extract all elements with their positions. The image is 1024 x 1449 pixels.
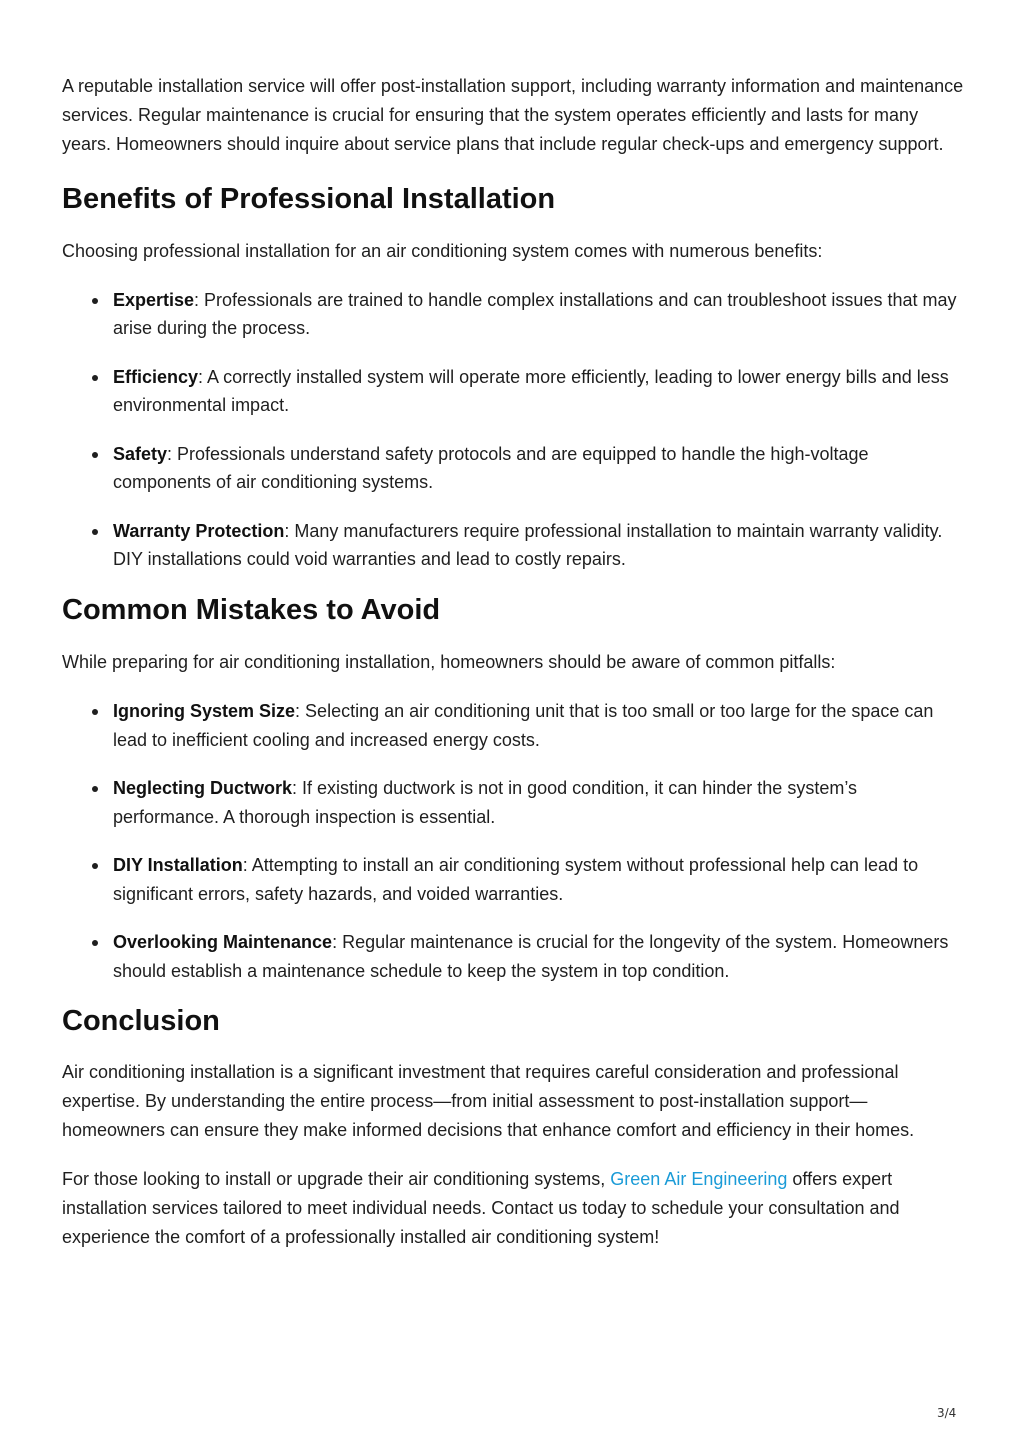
bullet-icon <box>92 940 98 946</box>
list-item-term: Efficiency <box>113 366 199 387</box>
list-item-description: : A correctly installed system will operate more efficiently, leading to lower energy bills and less environmental impact. <box>113 366 949 416</box>
list-item-term: Safety <box>113 443 168 464</box>
list-item <box>62 363 967 420</box>
bullet-icon <box>92 375 98 381</box>
benefits-intro-paragraph: Choosing professional installation for an air conditioning system comes with numerous benefits: <box>62 240 823 261</box>
bullet-icon <box>92 709 98 715</box>
list-item-description: : Many manufacturers require professional installation to maintain warranty validity. DIY installations could void warranties and lead to costly repairs. <box>113 520 943 570</box>
list-item <box>62 517 967 574</box>
cta-text-after: offers expert installation services tailored to meet individual needs. Contact us today to schedule your consultation and experience the comfort of a professionally installed air conditioning system! <box>62 1168 900 1248</box>
list-item-description: : Professionals are trained to handle complex installations and can troubleshoot issues that may arise during the process. <box>113 289 957 339</box>
list-item-term: Neglecting Ductwork <box>113 778 293 799</box>
list-item <box>62 928 967 985</box>
document-page <box>62 72 967 1252</box>
list-item-description: : Regular maintenance is crucial for the longevity of the system. Homeowners should establish a maintenance schedule to keep the system in top condition. <box>113 932 949 981</box>
page-number: 3/4 <box>937 1406 957 1420</box>
list-item-description: : Professionals understand safety protocols and are equipped to handle the high-voltage components of air conditioning systems. <box>113 443 869 493</box>
list-item <box>62 774 967 831</box>
list-item <box>62 697 967 754</box>
benefits-list <box>62 286 967 574</box>
cta-text-before: For those looking to install or upgrade their air conditioning systems, <box>62 1168 611 1189</box>
conclusion-cta-paragraph <box>62 1165 967 1253</box>
list-item-description: : If existing ductwork is not in good condition, it can hinder the system’s performance. A thorough inspection is essential. <box>113 778 857 827</box>
mistakes-list <box>62 697 967 985</box>
conclusion-paragraph: Air conditioning installation is a significant investment that requires careful consideration and professional expertise. By understanding the entire process—from initial assessment to post-installation support—homeowners can ensure they make informed decisions that enhance comfort and efficiency in their homes. <box>62 1062 915 1141</box>
bullet-icon <box>92 529 98 535</box>
bullet-icon <box>92 298 98 304</box>
mistakes-heading: Common Mistakes to Avoid <box>62 593 441 626</box>
list-item-description: : Attempting to install an air conditioning system without professional help can lead to significant errors, safety hazards, and voided warranties. <box>113 855 919 904</box>
intro-paragraph: A reputable installation service will offer post-installation support, including warranty information and maintenance services. Regular maintenance is crucial for ensuring that the system operates efficiently and lasts for many years. Homeowners should inquire about service plans that include regular check-ups and emergency support. <box>62 76 964 155</box>
list-item <box>62 286 967 343</box>
bullet-icon <box>92 786 98 792</box>
list-item-term: Expertise <box>113 289 195 310</box>
list-item-term: DIY Installation <box>113 855 243 876</box>
bullet-icon <box>92 863 98 869</box>
mistakes-intro-paragraph: While preparing for air conditioning installation, homeowners should be aware of common pitfalls: <box>62 651 836 672</box>
list-item <box>62 851 967 908</box>
list-item-description: : Selecting an air conditioning unit that is too small or too large for the space can lead to inefficient cooling and increased energy costs. <box>113 701 934 750</box>
green-air-engineering-link[interactable]: Green Air Engineering <box>610 1168 788 1189</box>
list-item <box>62 440 967 497</box>
conclusion-heading: Conclusion <box>62 1005 220 1038</box>
list-item-term: Warranty Protection <box>113 520 285 541</box>
bullet-icon <box>92 452 98 458</box>
benefits-heading: Benefits of Professional Installation <box>62 182 556 215</box>
list-item-term: Ignoring System Size <box>113 701 296 722</box>
list-item-term: Overlooking Maintenance <box>113 932 333 953</box>
